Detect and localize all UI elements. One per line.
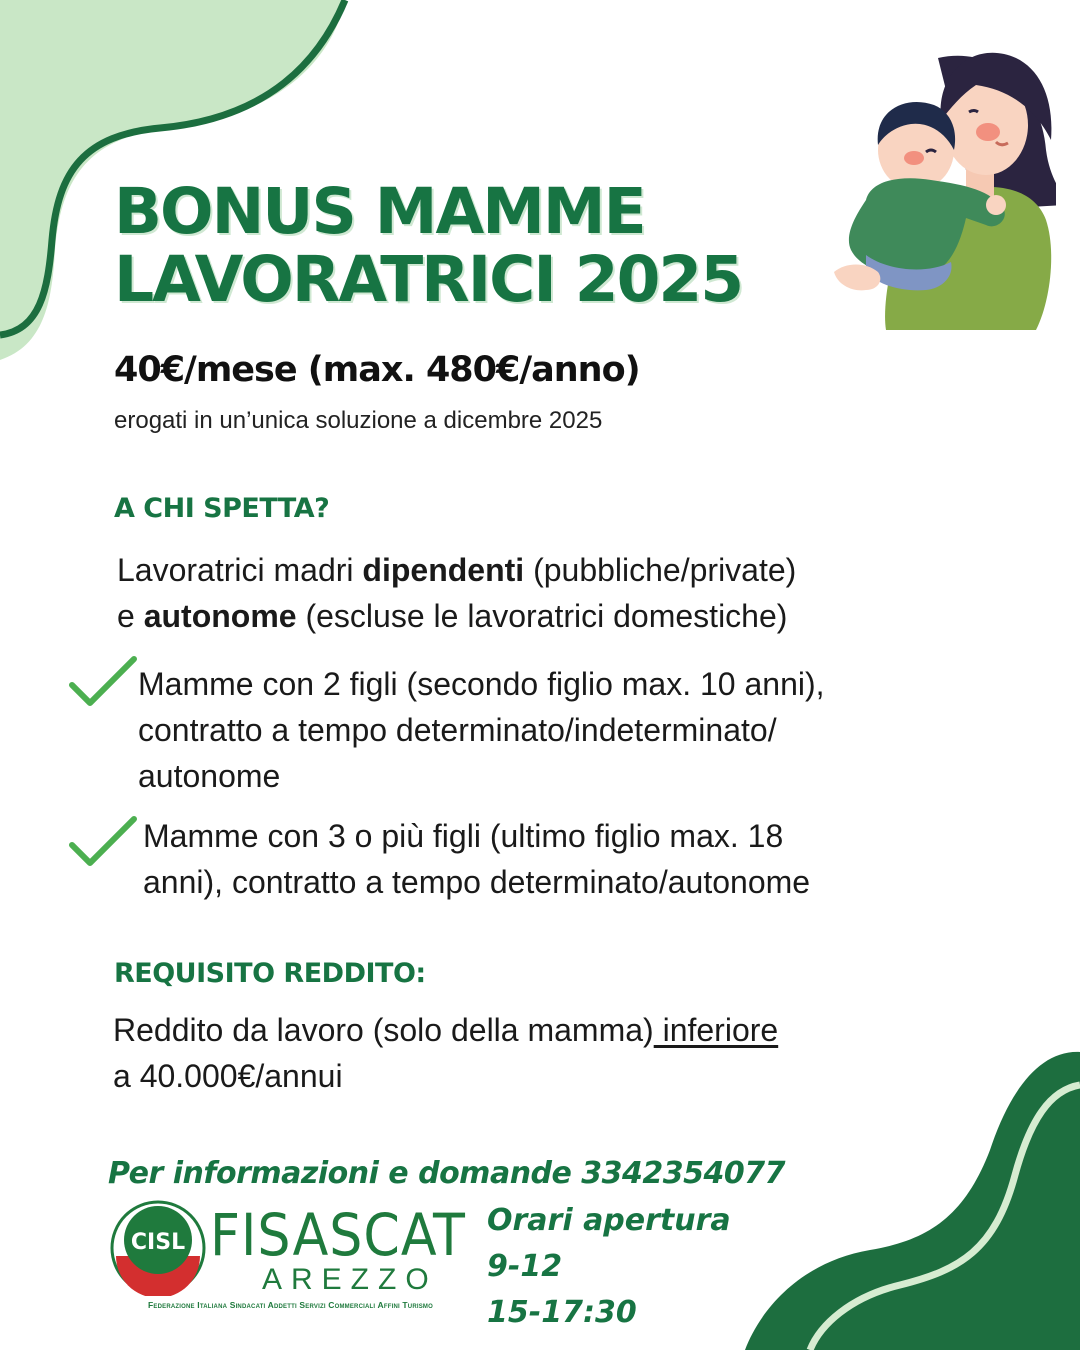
intro-l2-pre: e — [117, 598, 144, 634]
hours-afternoon: 15-17:30 — [487, 1295, 637, 1330]
item2-line-2: anni), contratto a tempo determinato/autonome — [143, 864, 811, 900]
hours-title: Orari apertura — [487, 1203, 731, 1238]
eligibility-intro — [117, 547, 796, 639]
contact-info: Per informazioni e domande 3342354077 — [108, 1156, 786, 1191]
intro-l1-post: (pubbliche/private) — [524, 552, 797, 588]
page-title — [114, 175, 743, 316]
opening-hours — [487, 1198, 731, 1336]
item2-line-1: Mamme con 3 o più figli (ultimo figlio max. 18 — [143, 818, 784, 854]
check-icon — [68, 815, 138, 870]
income-heading: REQUISITO REDDITO: — [114, 958, 426, 989]
mother-child-illustration — [826, 40, 1056, 330]
item1-line-3: autonome — [138, 758, 281, 794]
intro-l1-pre: Lavoratrici madri — [117, 552, 363, 588]
income-l1-underlined: inferiore — [653, 1012, 779, 1048]
income-line-2: a 40.000€/annui — [113, 1058, 343, 1094]
intro-l2-bold: autonome — [143, 598, 297, 634]
eligibility-item-2 — [143, 813, 810, 905]
item1-line-1: Mamme con 2 figli (secondo figlio max. 10 anni), — [138, 666, 825, 702]
income-line-1 — [113, 1007, 778, 1053]
bottom-right-wave — [745, 1052, 1080, 1350]
check-icon — [68, 655, 138, 710]
intro-line-1 — [117, 547, 796, 593]
hours-morning: 9-12 — [487, 1249, 563, 1284]
intro-l2-post: (escluse le lavoratrici domestiche) — [296, 598, 788, 634]
income-l1-pre: Reddito da lavoro (solo della mamma) — [113, 1012, 654, 1048]
payment-note: erogati in un’unica soluzione a dicembre 2025 — [114, 407, 603, 434]
intro-l1-bold: dipendenti — [362, 552, 525, 588]
income-requirement — [113, 1007, 778, 1099]
fisascat-logo-text: FISASCAT — [210, 1201, 466, 1269]
eligibility-item-1 — [138, 661, 825, 799]
bonus-amount: 40€/mese (max. 480€/anno) — [114, 350, 640, 390]
intro-line-2 — [117, 593, 796, 639]
arezzo-logo-text: AREZZO — [262, 1263, 438, 1296]
title-line-2: LAVORATRICI 2025 — [114, 243, 743, 316]
federation-name: Federazione Italiana Sindacati Addetti Servizi Commerciali Affini Turismo — [148, 1300, 433, 1310]
cisl-logo-icon — [110, 1200, 206, 1296]
cisl-logo-text: CISL — [130, 1230, 186, 1255]
item1-line-2: contratto a tempo determinato/indeterminato/ — [138, 712, 777, 748]
title-line-1: BONUS MAMME — [114, 175, 645, 248]
eligibility-heading: A CHI SPETTA? — [114, 493, 330, 524]
